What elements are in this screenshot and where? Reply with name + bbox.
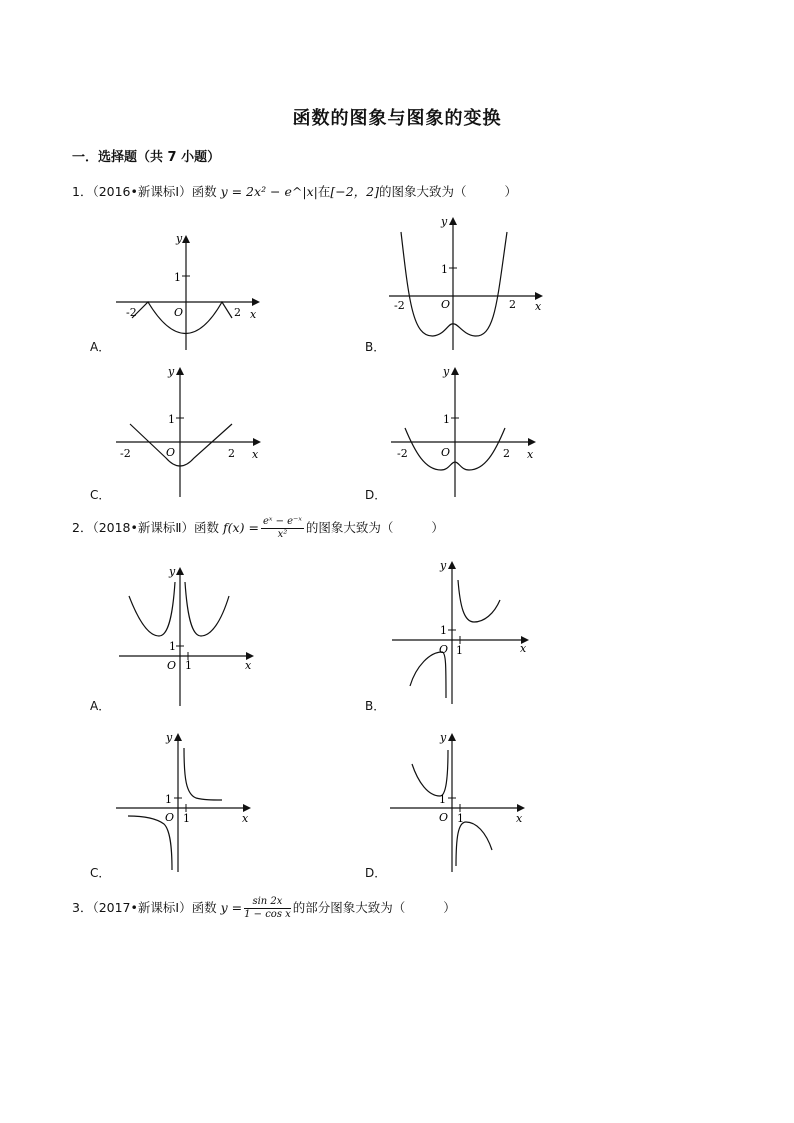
q2-option-b-graph <box>390 556 540 706</box>
fraction-denominator: 1 − cos x <box>244 909 291 920</box>
tick-label-one: 1 <box>165 793 172 806</box>
q1-option-d-label[interactable]: D． <box>365 488 387 502</box>
question-number: 3． <box>72 900 93 915</box>
y-axis-label: y <box>176 232 183 245</box>
y-axis-label: y <box>168 365 175 378</box>
x-axis-label: x <box>527 448 534 461</box>
origin-label: O <box>166 446 176 459</box>
y-axis-label: y <box>440 559 447 572</box>
question-prefix: 函数 <box>191 184 217 199</box>
question-lhs: f(x) = <box>223 520 259 535</box>
question-1 <box>72 182 517 200</box>
tick-label-one: 1 <box>174 271 181 284</box>
x-axis-label: x <box>535 300 542 313</box>
tick-label-neg-two: -2 <box>126 306 137 319</box>
tick-label-neg-two: -2 <box>394 299 405 312</box>
x-axis-label: x <box>245 659 252 672</box>
question-2 <box>72 516 444 541</box>
page-title: 函数的图象与图象的变换 <box>292 108 502 129</box>
origin-label: O <box>167 659 177 672</box>
q1-option-c-graph <box>110 362 270 502</box>
question-source: （2018•新课标Ⅱ） <box>92 520 195 535</box>
y-axis-label: y <box>169 565 176 578</box>
tick-label-one: 1 <box>443 413 450 426</box>
question-fraction <box>244 896 291 921</box>
fraction-numerator: eˣ − e⁻ˣ <box>262 516 302 527</box>
tick-label-one: 1 <box>168 413 175 426</box>
question-suffix: 的图象大致为（ <box>379 184 467 199</box>
q1-option-a-label[interactable]: A． <box>90 340 111 354</box>
y-axis-label: y <box>443 365 450 378</box>
origin-label: O <box>165 811 175 824</box>
question-fraction <box>261 516 304 541</box>
q1-option-d-graph <box>385 362 545 502</box>
q2-option-d-graph <box>386 728 536 876</box>
question-suffix: 的部分图象大致为（ <box>292 900 406 915</box>
origin-label: O <box>439 811 449 824</box>
origin-label: O <box>441 298 451 311</box>
tick-label-neg-two: -2 <box>120 447 131 460</box>
x-axis-label: x <box>252 448 259 461</box>
tick-label-one: 1 <box>169 640 176 653</box>
q2-option-a-label[interactable]: A． <box>90 699 111 713</box>
tick-label-two: 2 <box>503 447 510 460</box>
q2-option-a-graph <box>115 562 265 710</box>
tick-label-one: 1 <box>183 812 190 825</box>
tick-label-neg-two: -2 <box>397 447 408 460</box>
tick-label-one: 1 <box>441 263 448 276</box>
question-suffix: 的图象大致为（ <box>305 520 394 535</box>
question-formula: y = 2x² − e^|x| <box>220 184 318 199</box>
x-axis-label: x <box>520 642 527 655</box>
question-number: 1． <box>72 184 93 199</box>
q2-option-c-label[interactable]: C． <box>90 866 111 880</box>
question-close: ） <box>443 900 456 915</box>
question-close: ） <box>504 184 518 199</box>
q2-option-c-graph <box>112 728 262 876</box>
question-source: （2017•新课标Ⅰ） <box>92 900 192 915</box>
origin-label: O <box>439 643 449 656</box>
question-3 <box>72 896 456 921</box>
question-close: ） <box>431 520 444 535</box>
x-axis-label: x <box>250 308 257 321</box>
fraction-denominator: x² <box>277 529 288 540</box>
y-axis-label: y <box>440 731 447 744</box>
question-source: （2016•新课标Ⅰ） <box>92 184 192 199</box>
tick-label-one: 1 <box>185 659 192 672</box>
q1-option-b-graph <box>385 212 550 352</box>
question-lhs: y = <box>220 900 243 915</box>
question-mid: 在 <box>317 184 331 199</box>
q2-option-d-label[interactable]: D． <box>365 866 387 880</box>
question-number: 2． <box>72 520 93 535</box>
tick-label-one: 1 <box>440 624 447 637</box>
tick-label-two: 2 <box>228 447 235 460</box>
x-axis-label: x <box>242 812 249 825</box>
tick-label-two: 2 <box>509 298 516 311</box>
q1-option-c-label[interactable]: C． <box>90 488 111 502</box>
question-prefix: 函数 <box>191 900 217 915</box>
question-prefix: 函数 <box>194 520 220 535</box>
origin-label: O <box>174 306 184 319</box>
fraction-numerator: sin 2x <box>244 896 291 909</box>
section-heading: 一．选择题（共 7 小题） <box>72 150 221 165</box>
tick-label-two: 2 <box>234 306 241 319</box>
x-axis-label: x <box>516 812 523 825</box>
y-axis-label: y <box>441 215 448 228</box>
q1-option-a-graph <box>110 230 270 355</box>
y-axis-label: y <box>166 731 173 744</box>
q2-option-b-label[interactable]: B． <box>365 699 386 713</box>
question-interval: [−2，2] <box>330 184 379 199</box>
q1-option-b-label[interactable]: B． <box>365 340 386 354</box>
tick-label-one: 1 <box>439 793 446 806</box>
tick-label-one: 1 <box>457 812 464 825</box>
tick-label-one: 1 <box>456 644 463 657</box>
origin-label: O <box>441 446 451 459</box>
